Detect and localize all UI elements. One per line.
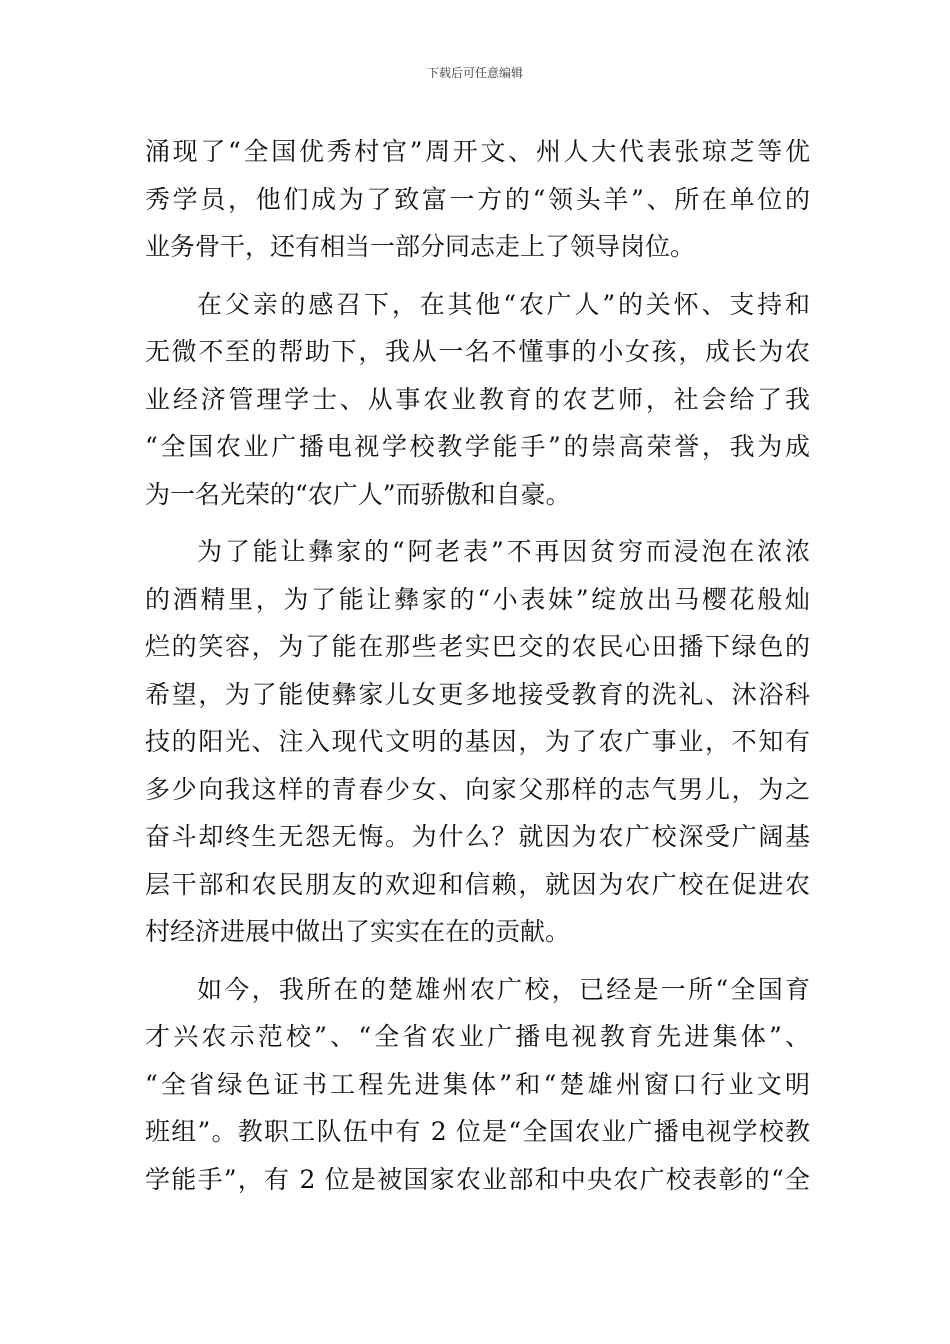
text-line: 涌现了“全国优秀村官”周开文、州人大代表张琼芝等优: [145, 137, 810, 166]
document-body: [145, 128, 810, 1203]
text-line: 业务骨干，还有相当一部分同志走上了领导岗位。: [145, 232, 696, 261]
text-line: 为了能让彝家的“阿老表”不再因贫穷而浸泡在浓浓: [197, 537, 810, 566]
text-line: 希望，为了能使彝家儿女更多地接受教育的洗礼、沐浴科: [145, 679, 810, 709]
paragraph: [145, 966, 810, 1204]
page-header: 下载后可任意编辑: [426, 66, 523, 80]
text-line: 在父亲的感召下，在其他“农广人”的关怀、支持和: [197, 289, 810, 319]
text-line: 才兴农示范校”、“全省农业广播电视教育先进集体”、: [145, 1022, 810, 1051]
text-line: 奋斗却终生无怨无悔。为什么？就因为农广校深受广阔基: [145, 822, 810, 851]
text-line: 技的阳光、注入现代文明的基因，为了农广事业，不知有: [145, 727, 810, 756]
text-line: “全国农业广播电视学校教学能手”的崇高荣誉，我为成: [145, 432, 810, 461]
text-line: 烂的笑容，为了能在那些老实巴交的农民心田播下绿色的: [145, 632, 810, 661]
paragraph: [145, 281, 810, 519]
paragraph: [145, 528, 810, 956]
text-line: 业经济管理学士、从事农业教育的农艺师，社会给了我: [145, 384, 810, 414]
text-line: 层干部和农民朋友的欢迎和信赖，就因为农广校在促进农: [145, 869, 810, 899]
text-line: 为一名光荣的“农广人”而骄傲和自豪。: [145, 479, 571, 509]
text-line: 多少向我这样的青春少女、向家父那样的志气男儿，为之: [145, 774, 810, 804]
paragraph: [145, 128, 810, 271]
text-line: 无微不至的帮助下，我从一名不懂事的小女孩，成长为农: [145, 337, 810, 366]
text-line: 村经济进展中做出了实实在在的贡献。: [145, 917, 571, 946]
text-line: 学能手”，有 2 位是被国家农业部和中央农广校表彰的“全: [145, 1164, 810, 1194]
text-line: 如今，我所在的楚雄州农广校，已经是一所“全国育: [197, 974, 810, 1004]
text-line: 秀学员，他们成为了致富一方的“领头羊”、所在单位的: [145, 184, 810, 214]
text-line: “全省绿色证书工程先进集体”和“楚雄州窗口行业文明: [145, 1069, 810, 1099]
text-line: 的酒精里，为了能让彝家的“小表妹”绽放出马樱花般灿: [145, 584, 810, 614]
text-line: 班组”。教职工队伍中有 2 位是“全国农业广播电视学校教: [145, 1117, 810, 1146]
